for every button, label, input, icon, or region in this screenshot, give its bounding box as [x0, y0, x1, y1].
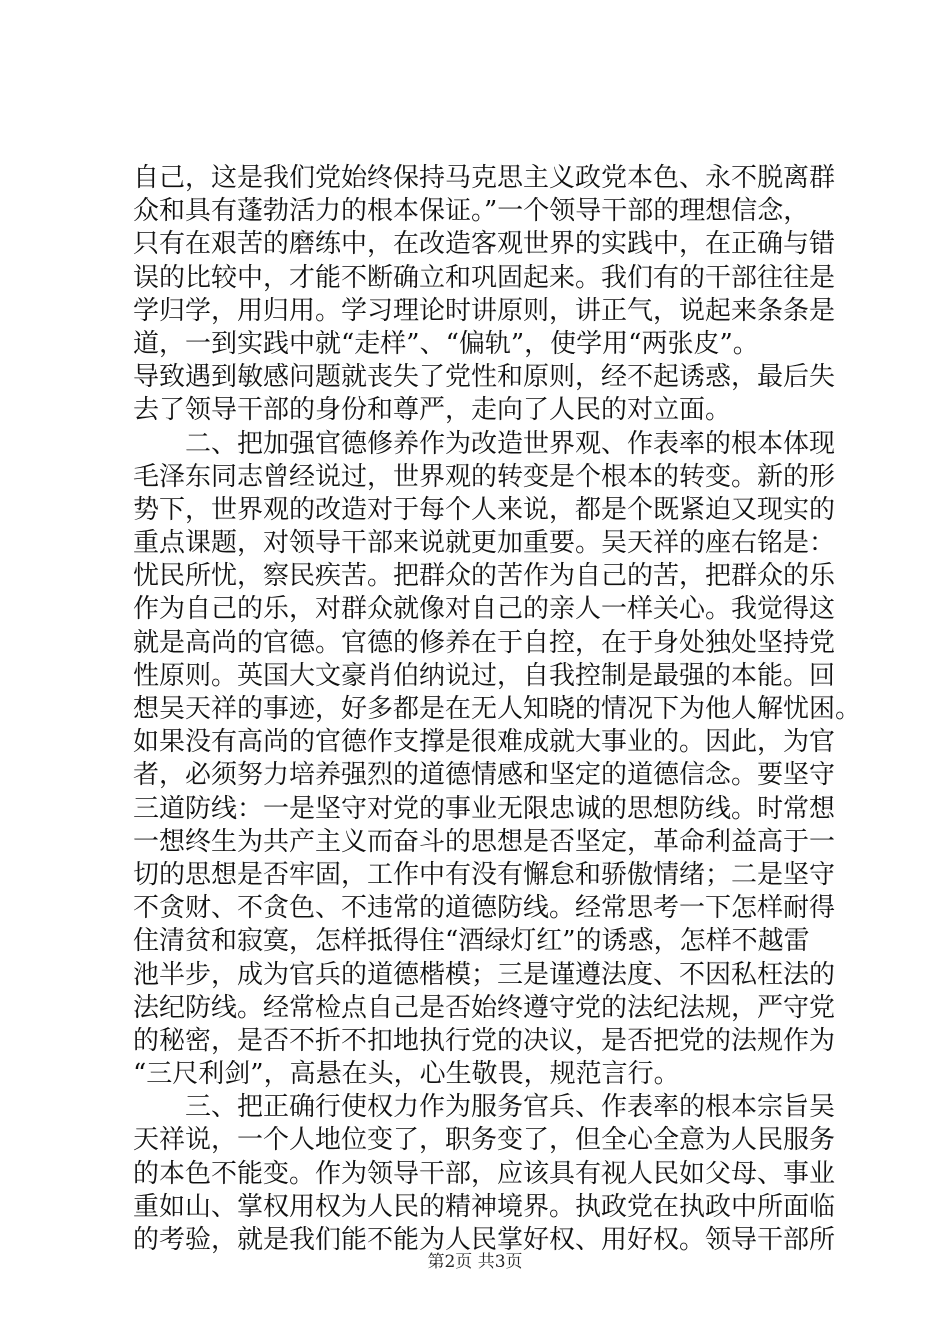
text-line: 势下，世界观的改造对于每个人来说，都是个既紧迫又现实的 — [133, 494, 836, 525]
text-line: 者，必须努力培养强烈的道德情感和坚定的道德信念。要坚守 — [133, 760, 836, 791]
text-line: 的考验，就是我们能不能为人民掌好权、用好权。领导干部所 — [133, 1225, 836, 1255]
text-line: 住清贫和寂寞，怎样抵得住“酒绿灯红”的诱惑，怎样不越雷 — [133, 926, 810, 957]
text-line: 天祥说，一个人地位变了，职务变了，但全心全意为人民服务 — [133, 1125, 836, 1156]
text-line: 三、把正确行使权力作为服务官兵、作表率的根本宗旨吴 — [133, 1092, 836, 1123]
text-line: 误的比较中，才能不断确立和巩固起来。我们有的干部往往是 — [133, 262, 836, 293]
text-line: 学归学，用归用。学习理论时讲原则，讲正气，说起来条条是 — [133, 295, 836, 326]
text-line: 切的思想是否牢固，工作中有没有懈怠和骄傲情绪；二是坚守 — [133, 859, 836, 890]
page-footer: 第2页 共3页 — [427, 1252, 523, 1272]
text-line: 道，一到实践中就“走样”、“偏轨”，使学用“两张皮”。 — [133, 328, 759, 359]
text-line: 二、把加强官德修养作为改造世界观、作表率的根本体现 — [133, 428, 836, 459]
text-line: 重如山、掌权用权为人民的精神境界。执政党在执政中所面临 — [133, 1191, 836, 1222]
text-line: 想吴天祥的事迹，好多都是在无人知晓的情况下为他人解忧困。 — [133, 694, 862, 724]
text-line: 重点课题，对领导干部来说就更加重要。吴天祥的座右铭是： — [133, 528, 836, 559]
text-line: 众和具有蓬勃活力的根本保证。”一个领导干部的理想信念， — [133, 196, 810, 227]
text-line: 导致遇到敏感问题就丧失了党性和原则，经不起诱惑，最后失 — [133, 362, 836, 393]
text-line: 去了领导干部的身份和尊严，走向了人民的对立面。 — [133, 395, 732, 426]
text-line: 忧民所忧，察民疾苦。把群众的苦作为自己的苦，把群众的乐 — [133, 561, 836, 592]
text-line: 不贪财、不贪色、不违常的道德防线。经常思考一下怎样耐得 — [133, 893, 836, 924]
text-line: 的本色不能变。作为领导干部，应该具有视人民如父母、事业 — [133, 1158, 836, 1189]
body-text — [133, 162, 862, 1257]
text-line: 只有在艰苦的磨练中，在改造客观世界的实践中，在正确与错 — [133, 229, 836, 260]
text-line: 三道防线：一是坚守对党的事业无限忠诚的思想防线。时常想 — [133, 793, 836, 824]
text-line: 就是高尚的官德。官德的修养在于自控，在于身处独处坚持党 — [133, 627, 836, 658]
text-line: 一想终生为共产主义而奋斗的思想是否坚定，革命利益高于一 — [133, 826, 836, 857]
text-line: 的秘密，是否不折不扣地执行党的决议，是否把党的法规作为 — [133, 1025, 836, 1056]
text-line: 作为自己的乐，对群众就像对自己的亲人一样关心。我觉得这 — [133, 594, 836, 625]
text-line: 性原则。英国大文豪肖伯纳说过，自我控制是最强的本能。回 — [133, 660, 836, 691]
text-line: 毛泽东同志曾经说过，世界观的转变是个根本的转变。新的形 — [133, 461, 836, 492]
text-line: 法纪防线。经常检点自己是否始终遵守党的法纪法规，严守党 — [133, 992, 836, 1023]
text-line: “三尺利剑”，高悬在头，心生敬畏，规范言行。 — [133, 1059, 680, 1090]
text-line: 自己，这是我们党始终保持马克思主义政党本色、永不脱离群 — [133, 163, 836, 193]
text-line: 如果没有高尚的官德作支撑是很难成就大事业的。因此，为官 — [133, 727, 836, 758]
text-line: 池半步，成为官兵的道德楷模；三是谨遵法度、不因私枉法的 — [133, 959, 836, 990]
